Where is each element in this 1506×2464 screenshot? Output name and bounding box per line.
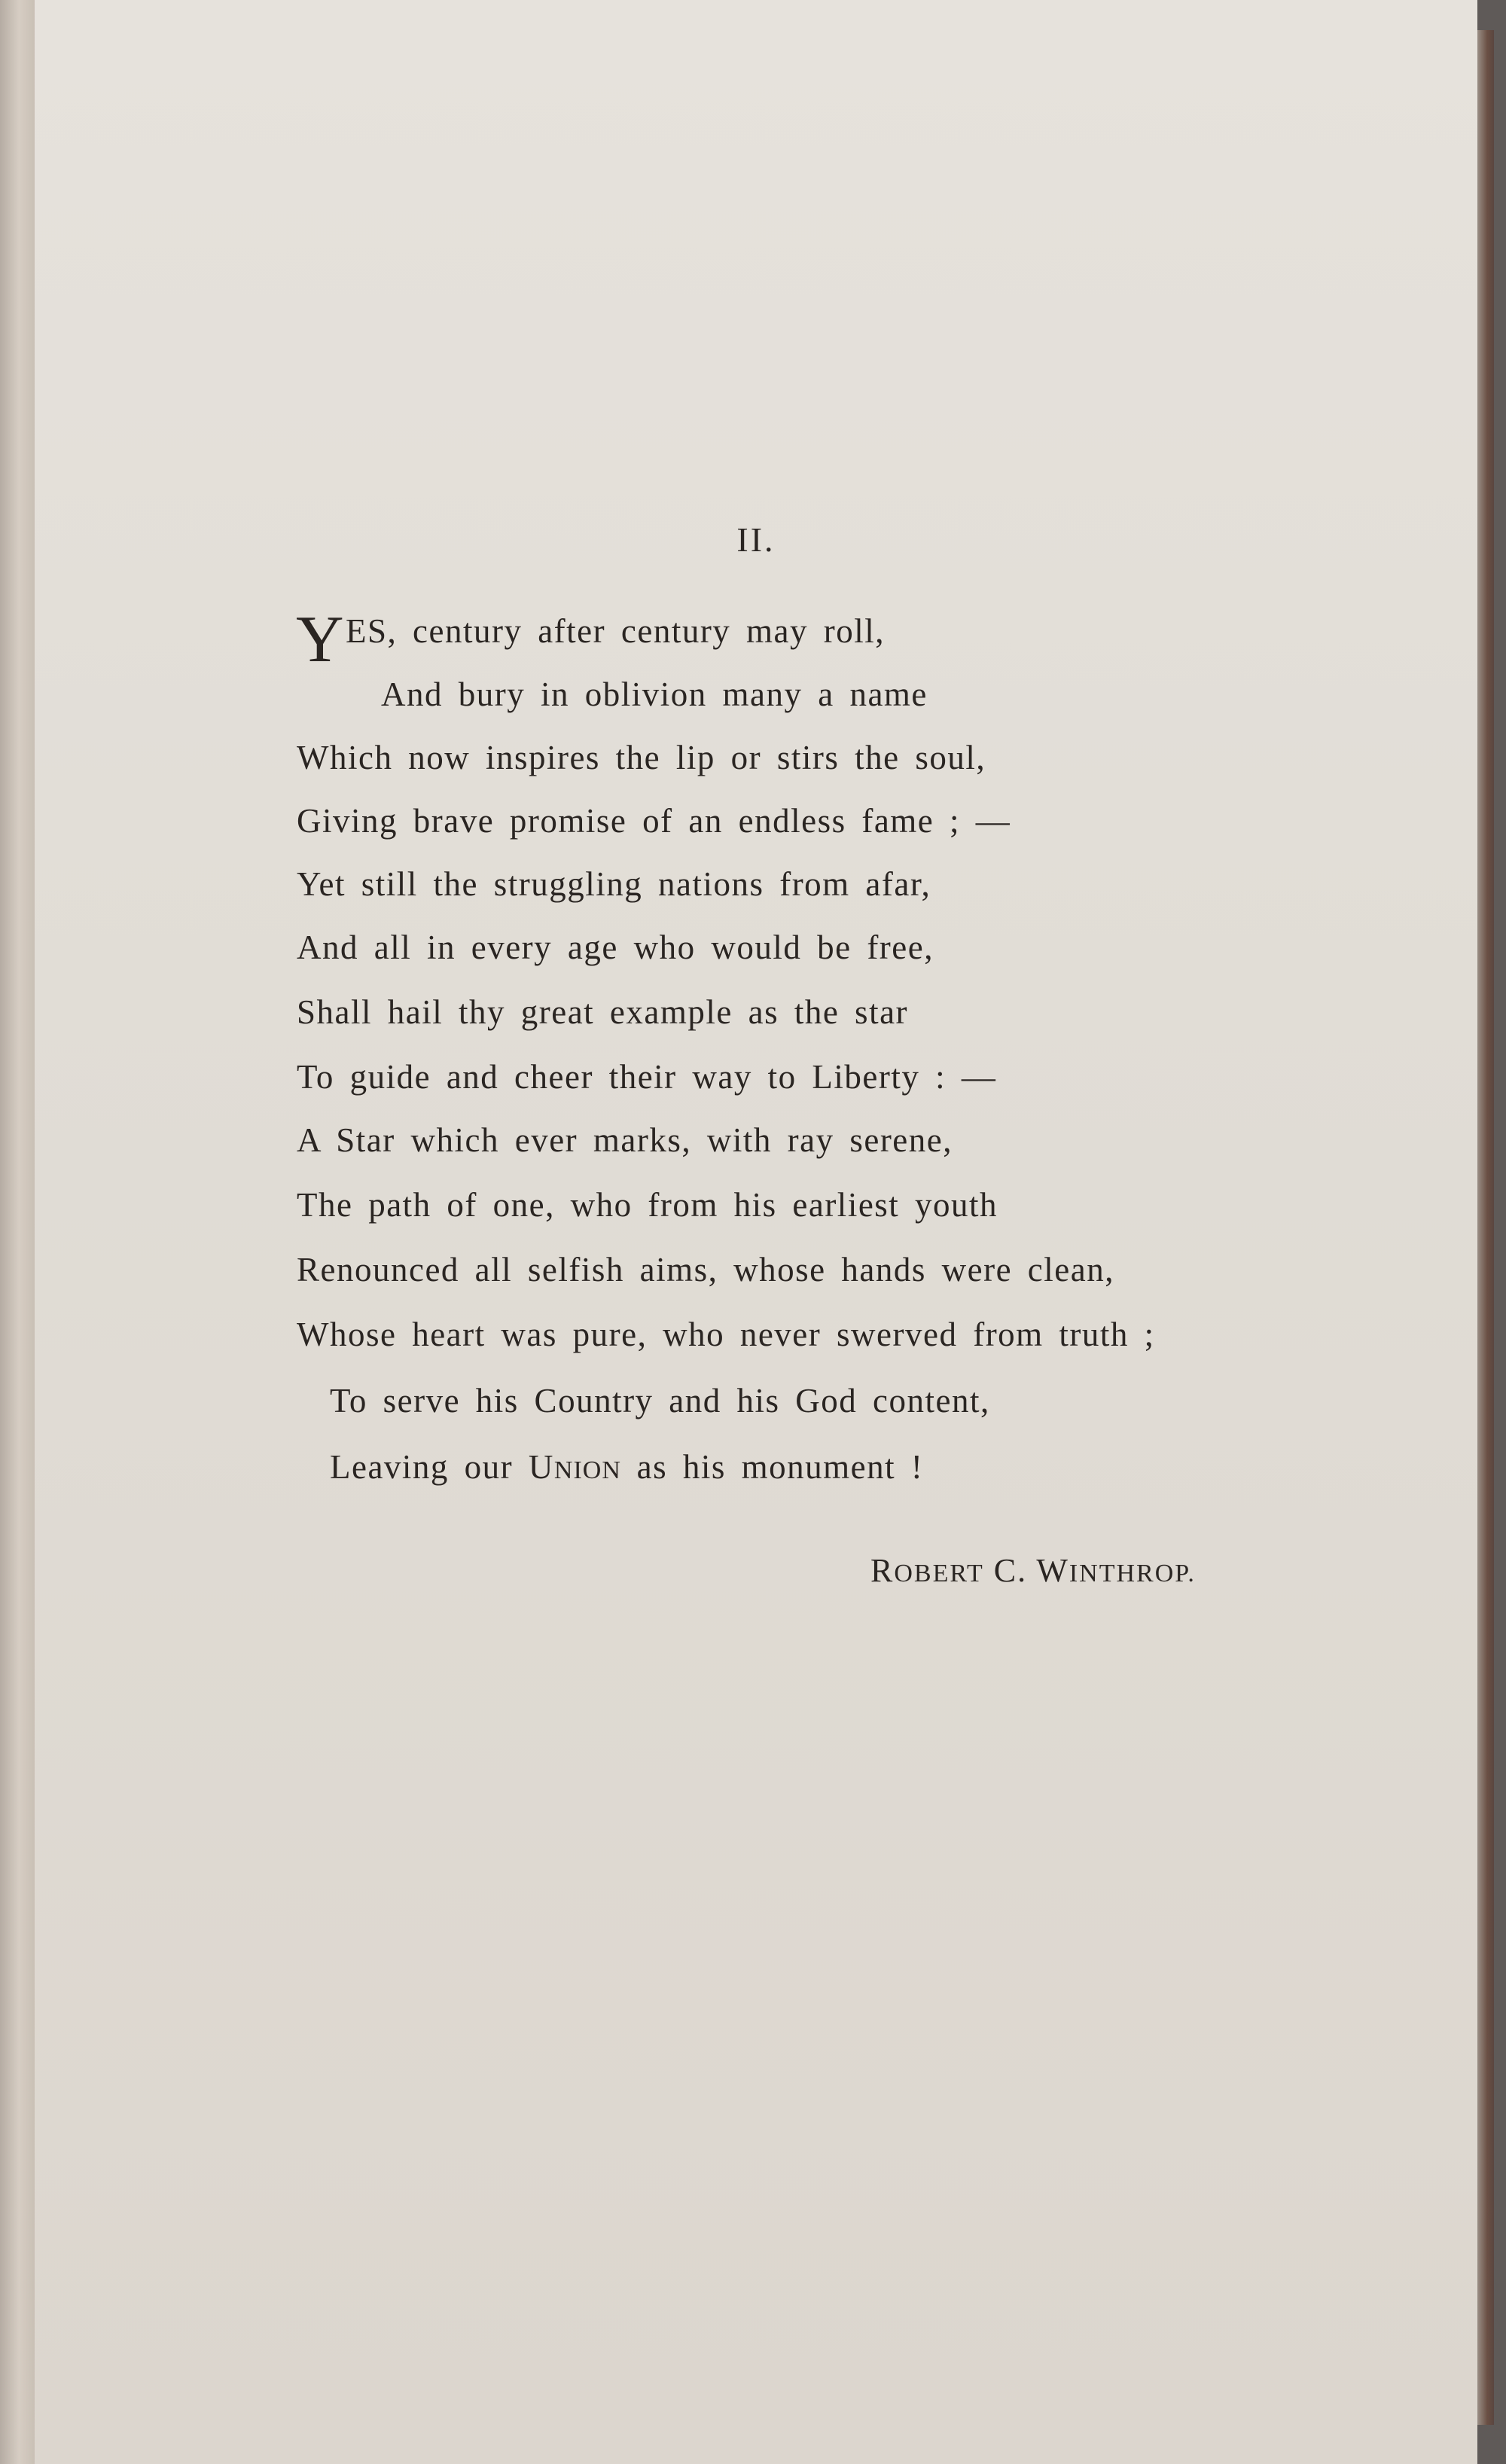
author-signature: ROBERT C. WINTHROP. — [870, 1552, 1196, 1589]
poem-line-last: Leaving our UNION as his monument ! — [330, 1448, 924, 1486]
poem-line: To guide and cheer their way to Liberty : — — [297, 1058, 997, 1096]
union-word: UNION — [528, 1448, 621, 1486]
drop-cap: Y — [296, 603, 344, 676]
poem-line: Whose heart was pure, who never swerved from truth ; — [297, 1316, 1155, 1353]
poem-line: Which now inspires the lip or stirs the soul, — [297, 739, 986, 776]
poem-line: Yet still the struggling nations from afar, — [297, 865, 931, 903]
poem-line: The path of one, who from his earliest youth — [297, 1186, 998, 1224]
book-gutter-edge — [0, 0, 35, 2464]
poem-line: A Star which ever marks, with ray serene, — [297, 1121, 953, 1159]
poem-line: Renounced all selfish aims, whose hands were clean, — [297, 1251, 1114, 1288]
poem-line: Shall hail thy great example as the star — [297, 993, 909, 1031]
poem-line: To serve his Country and his God content, — [330, 1382, 990, 1420]
poem-line: ES, century after century may roll, — [346, 612, 886, 650]
poem-line: And all in every age who would be free, — [297, 929, 934, 966]
page — [35, 0, 1477, 2464]
poem-line: Giving brave promise of an endless fame ; — — [297, 802, 1011, 840]
book-cover-edge — [1477, 30, 1494, 2425]
poem-line: And bury in oblivion many a name — [381, 675, 928, 713]
section-number: II. — [736, 520, 776, 559]
